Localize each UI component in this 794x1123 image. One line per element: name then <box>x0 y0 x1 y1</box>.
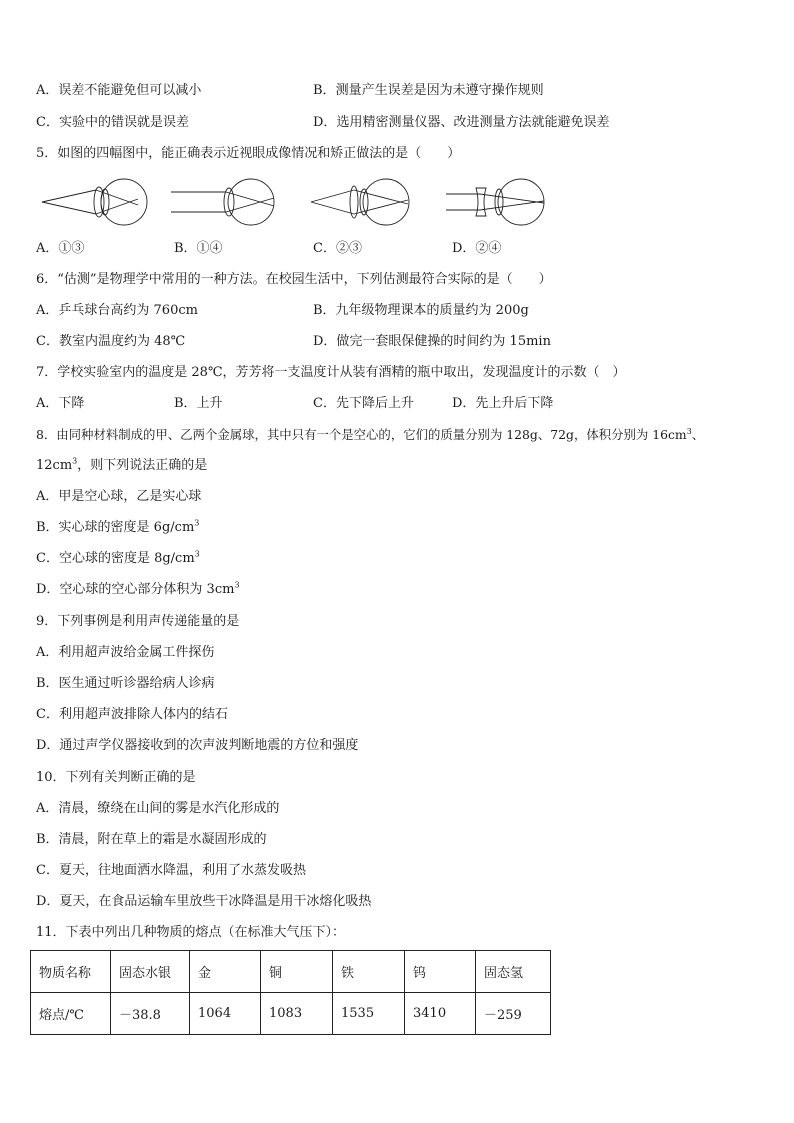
table-cell: 1064 <box>190 993 261 1035</box>
q5-option-d: D．②④ <box>452 241 502 256</box>
table-header-row <box>31 951 551 993</box>
table-cell: 钨 <box>405 951 476 993</box>
q10-option-b: B．清晨，附在草上的霜是水凝固形成的 <box>36 832 267 847</box>
table-cell: 1535 <box>333 993 405 1035</box>
q9-option-b: B．医生通过听诊器给病人诊病 <box>36 676 215 691</box>
q8-option-d: D．空心球的空心部分体积为 $3cm^3$ <box>36 580 240 597</box>
eye-diagram-4 <box>446 179 544 225</box>
table-row <box>31 993 551 1035</box>
q10-stem: 10．下列有关判断正确的是 <box>36 770 196 785</box>
q8-option-a: A．甲是空心球，乙是实心球 <box>36 489 202 504</box>
q4-option-a: A．误差不能避免但可以减小 <box>36 83 202 98</box>
q4-option-b: B．测量产生误差是因为未遵守操作规则 <box>313 83 544 98</box>
table-cell: 固态水银 <box>111 951 190 993</box>
q8-option-b: B．实心球的密度是 $6g/cm^3$ <box>36 518 200 535</box>
q8-stem-line1: 8．由同种材料制成的甲、乙两个金属球，其中只有一个是空心的，它们的质量分别为 128g、72g，体积分别为 $16cm^3$、 <box>36 426 705 442</box>
q10-option-d: D．夏天，在食品运输车里放些干冰降温是用干冰熔化吸热 <box>36 894 372 909</box>
table-cell: －38.8 <box>111 993 190 1035</box>
q4-option-d: D．选用精密测量仪器、改进测量方法就能避免误差 <box>313 115 610 130</box>
eye-diagrams-figure <box>36 178 556 228</box>
melting-point-table <box>30 950 551 1035</box>
q5-option-a: A．①③ <box>36 241 85 256</box>
q9-option-d: D．通过声学仪器接收到的次声波判断地震的方位和强度 <box>36 738 359 753</box>
q11-stem: 11．下表中列出几种物质的熔点（在标准大气压下）： <box>36 925 346 940</box>
table-cell: 3410 <box>405 993 476 1035</box>
q6-option-a: A．乒乓球台高约为 760cm <box>36 303 198 318</box>
eye-diagram-2 <box>171 179 274 225</box>
eye-diagram-3 <box>311 179 409 225</box>
q7-option-a: A．下降 <box>36 396 85 411</box>
q7-option-c: C．先下降后上升 <box>313 396 414 411</box>
table-cell: 铁 <box>333 951 405 993</box>
q5-option-b: B．①④ <box>174 241 223 256</box>
table-cell: －259 <box>476 993 551 1035</box>
eye-diagram-1 <box>42 179 147 225</box>
table-cell: 熔点/℃ <box>31 993 111 1035</box>
q6-option-d: D．做完一套眼保健操的时间约为 15min <box>313 334 551 349</box>
q5-stem: 5．如图的四幅图中，能正确表示近视眼成像情况和矫正做法的是（ ） <box>36 146 461 161</box>
table-cell: 铜 <box>261 951 333 993</box>
q9-stem: 9．下列事例是利用声传递能量的是 <box>36 614 240 629</box>
q5-option-c: C．②③ <box>313 241 362 256</box>
table-cell: 1083 <box>261 993 333 1035</box>
q6-option-b: B．九年级物理课本的质量约为 200g <box>313 303 529 318</box>
q10-option-a: A．清晨，缭绕在山间的雾是水汽化形成的 <box>36 801 280 816</box>
q4-option-c: C．实验中的错误就是误差 <box>36 115 189 130</box>
q8-stem-line2: $12cm^3$，则下列说法正确的是 <box>36 456 208 473</box>
q9-option-c: C．利用超声波排除人体内的结石 <box>36 707 228 722</box>
q7-option-d: D．先上升后下降 <box>452 396 554 411</box>
q6-option-c: C．教室内温度约为 48℃ <box>36 334 186 349</box>
q9-option-a: A．利用超声波给金属工件探伤 <box>36 645 215 660</box>
q7-stem: 7．学校实验室内的温度是 28℃，芳芳将一支温度计从装有酒精的瓶中取出，发现温度计的示数（ ） <box>36 365 626 380</box>
q7-option-b: B．上升 <box>174 396 223 411</box>
q6-stem: 6．“估测”是物理学中常用的一种方法。在校园生活中，下列估测最符合实际的是（ ） <box>36 272 552 287</box>
q10-option-c: C．夏天，往地面洒水降温，利用了水蒸发吸热 <box>36 863 306 878</box>
table-cell: 固态氢 <box>476 951 551 993</box>
table-cell: 金 <box>190 951 261 993</box>
q8-option-c: C．空心球的密度是 $8g/cm^3$ <box>36 549 200 566</box>
table-cell: 物质名称 <box>31 951 111 993</box>
